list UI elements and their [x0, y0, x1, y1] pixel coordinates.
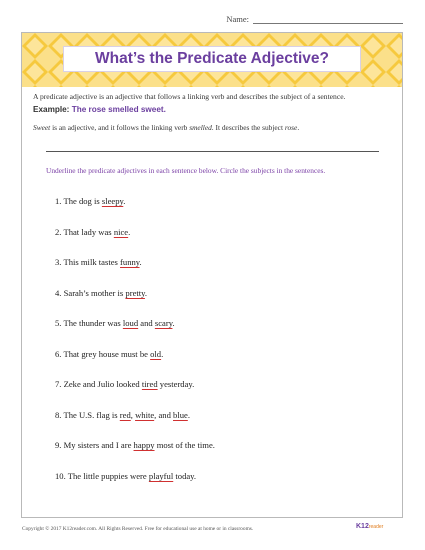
worksheet-frame — [21, 32, 403, 518]
name-field — [226, 14, 403, 24]
predicate-adjective: old — [150, 348, 162, 359]
title-banner — [22, 33, 402, 87]
list-item: 3. This milk tastes funny. — [55, 257, 142, 267]
page-title: What’s the Predicate Adjective? — [95, 50, 329, 67]
explanation-subject: rose — [284, 123, 298, 132]
sentence-list — [55, 196, 375, 501]
example-sentence: The rose smelled sweet. — [71, 105, 166, 114]
example-label: Example: — [33, 105, 70, 114]
list-item: 10. The little puppies were playful today. — [55, 470, 197, 481]
predicate-adjective: blue — [173, 409, 188, 420]
list-item: 8. The U.S. flag is red, white, and blue. — [55, 409, 190, 420]
list-item: 2. That lady was nice. — [55, 226, 131, 237]
directions-text: Underline the predicate adjectives in each sentence below. Circle the subjects in the sentences. — [46, 166, 326, 175]
predicate-adjective: nice — [113, 226, 129, 237]
predicate-adjective: red — [119, 409, 131, 420]
name-blank-line[interactable] — [253, 14, 403, 24]
list-item: 7. Zeke and Julio looked tired yesterday. — [55, 379, 195, 389]
explanation-verb: smelled — [189, 123, 212, 132]
k12reader-logo: K12reader — [356, 523, 384, 530]
predicate-adjective: playful — [148, 470, 174, 481]
predicate-adjective: pretty — [125, 287, 145, 298]
list-item: 1. The dog is sleepy. — [55, 196, 126, 206]
explanation-word: Sweet — [33, 123, 51, 132]
list-item: 6. That grey house must be old. — [55, 348, 164, 359]
name-label: Name: — [226, 14, 249, 24]
predicate-adjective: funny — [120, 257, 140, 267]
list-item: 5. The thunder was loud and scary. — [55, 318, 175, 328]
predicate-adjective: tired — [141, 379, 158, 389]
title-box — [63, 46, 361, 72]
list-item: 9. My sisters and I are happy most of the time. — [55, 440, 215, 450]
predicate-adjective: sleepy — [101, 196, 124, 206]
explanation-text: Sweet is an adjective, and it follows the linking verb smelled. It describes the subject rose. — [33, 123, 300, 132]
predicate-adjective: white — [135, 409, 155, 420]
predicate-adjective: loud — [122, 318, 139, 328]
copyright-footer: Copyright © 2017 K12reader.com. All Rights Reserved. Free for educational use at home or in classrooms. — [22, 526, 254, 532]
predicate-adjective: happy — [133, 440, 155, 450]
divider-line — [46, 151, 379, 152]
definition-text: A predicate adjective is an adjective that follows a linking verb and describes the subject of a sentence. — [33, 92, 346, 101]
example-line — [33, 105, 166, 114]
predicate-adjective: scary — [154, 318, 173, 328]
list-item: 4. Sarah’s mother is pretty. — [55, 287, 148, 298]
